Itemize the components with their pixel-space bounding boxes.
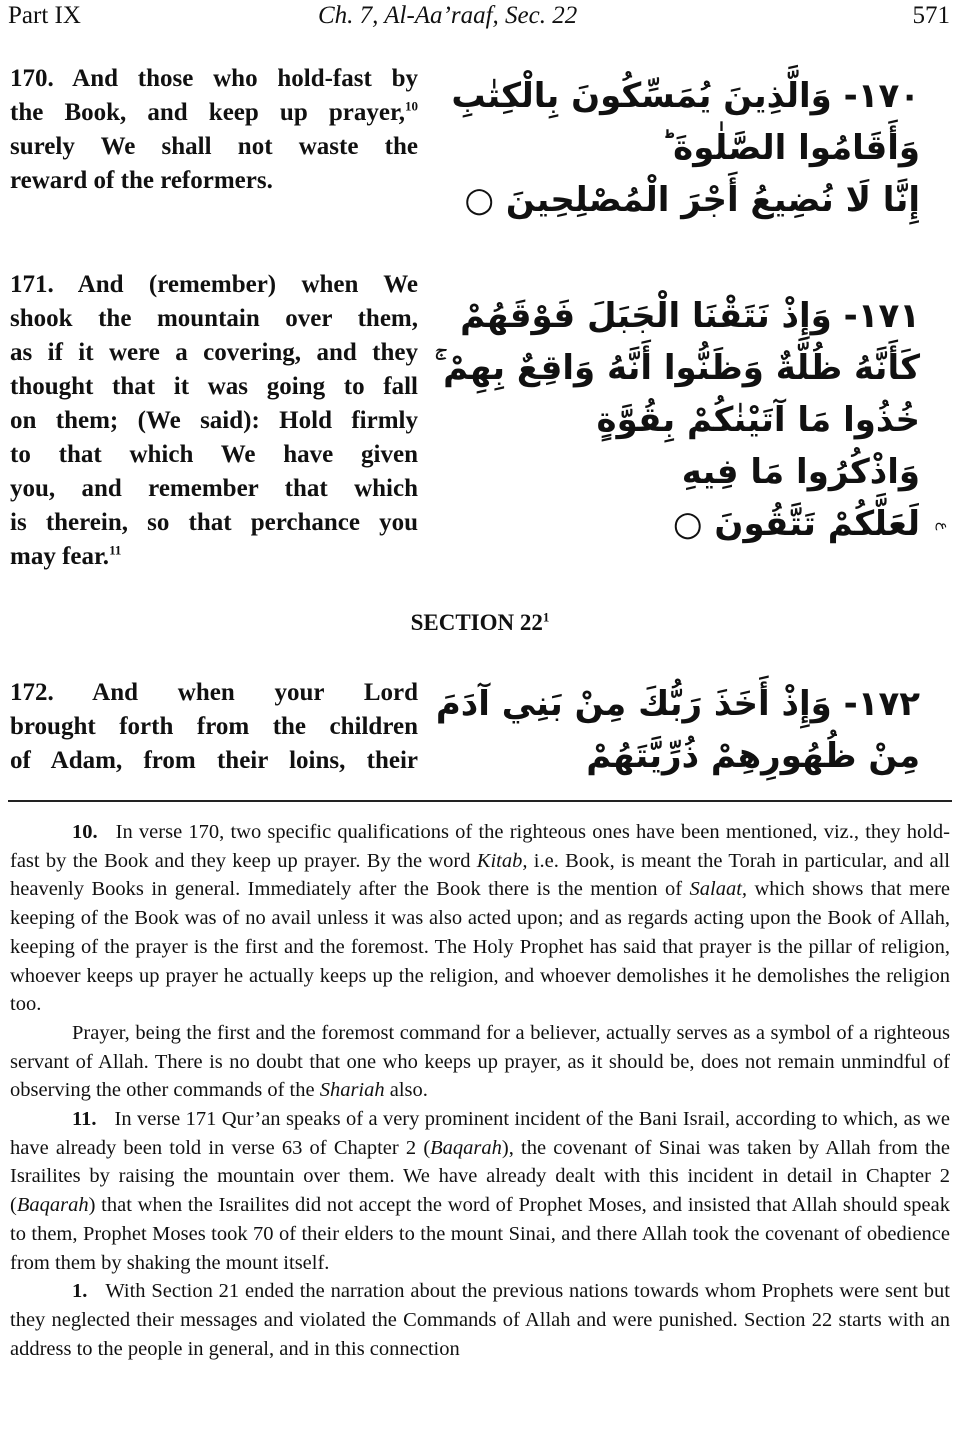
arabic-line: ١٧٢- وَإِذْ أَخَذَ رَبُّكَ مِنْ بَنِي آدَمَ (435, 684, 920, 724)
section-heading: SECTION $22^1$ (410, 609, 550, 635)
verse-line: as if it were a covering, and they (10, 339, 418, 366)
arabic-line: ١٧٠- وَالَّذِينَ يُمَسِّكُونَ بِالْكِتٰبِ (451, 76, 920, 116)
verse-line: you, and remember that which (10, 475, 418, 502)
verse-line: reward of the reformers. (10, 167, 273, 194)
verse-172-arabic (435, 678, 920, 782)
footnote-divider (8, 800, 952, 802)
footnotes (10, 818, 950, 1363)
verse-line: 172. And when your Lord (10, 679, 418, 706)
footnote-10-continued: Prayer, being the first and the foremost command for a believer, actually serves as a symbol of a righteous servant of Allah. There is no doubt that one who keeps up prayer, as it should be, does not remain unmindful of observing the other commands of the Shariah also. (10, 1021, 950, 1102)
verse-170-english (10, 62, 418, 198)
arabic-line: لَعَلَّكُمْ تَتَّقُونَ ○ (672, 504, 920, 544)
verse-line: to that which We have given (10, 441, 418, 468)
arabic-line: إِنَّا لَا نُضِيعُ أَجْرَ الْمُصْلِحِينَ ○ (464, 180, 920, 220)
footnote-10: 10. In verse 170, two specific qualifications of the righteous ones have been mentioned, viz., they hold-fast by the Book and they keep up prayer. By the word Kitab, i.e. Book, is meant the Torah in particular, and all heavenly Books in general. Immediately after the Book there is the mention of Salaat, which shows that mere keeping of the Book was of no avail unless it was also acted upon; and as regards acting upon the Book of Allah, keeping of the prayer is the first and the foremost. The Holy Prophet has said that prayer is the pillar of religion, whoever keeps up prayer he actually keeps up the religion, and whoever demolishes it he demolishes the religion too. (10, 821, 950, 1016)
page-number: 571 (912, 2, 950, 29)
verse-line: is therein, so that perchance you (10, 509, 418, 536)
page-header (8, 2, 950, 36)
arabic-line: ١٧١- وَإِذْ نَتَقْنَا الْجَبَلَ فَوْقَهُمْ (460, 296, 920, 336)
verse-line: 170. And those who hold-fast by (10, 65, 418, 92)
footnote-number: 11. (72, 1108, 97, 1131)
arabic-line: وَاذْكُرُوا مَا فِيهِ (681, 452, 920, 492)
verse-line: 171. And (remember) when We (10, 271, 418, 298)
chapter-label: Ch. 7, Al-Aa’raaf, Sec. 22 (318, 2, 578, 29)
verse-line: brought forth from the children (10, 713, 418, 740)
footnote-ref: 1 (542, 609, 550, 625)
footnote-1: 1. With Section 21 ended the narration about the previous nations towards whom Prophets were sent but they neglected their messages and violated the Commands of Allah and were punished. Section 22 starts with an address to the people in general, and in this connection (10, 1280, 950, 1360)
verse-172-english (10, 676, 418, 778)
footnote-number: 10. (72, 821, 98, 843)
verse-171-english (10, 268, 418, 574)
verse-line: thought that it was going to fall (10, 373, 418, 400)
verse-line: the Book, and keep up prayer,$^{10}$ (10, 98, 418, 126)
verse-170-arabic (451, 70, 920, 226)
arabic-line: وَأَقَامُوا الصَّلٰوةَ ؕ (661, 128, 920, 168)
ruku-marker: ع (935, 522, 951, 531)
verse-line: on them; (We said): Hold firmly (10, 407, 418, 434)
footnote-number: 1. (72, 1280, 88, 1303)
verse-line: surely We shall not waste the (10, 133, 418, 160)
arabic-line: خُذُوا مَا آتَيْنٰكُمْ بِقُوَّةٍ (596, 400, 920, 440)
verse-line: may fear.$^{11}$ (10, 542, 122, 570)
part-label: Part IX (8, 2, 81, 29)
footnote-ref: 10 (405, 98, 418, 114)
arabic-line: كَأَنَّهُ ظُلَّةٌ وَظَنُّوا أَنَّهُ وَاقِعٌ بِهِمْ ۚ (434, 348, 920, 388)
verse-line: of Adam, from their loins, their (10, 747, 418, 774)
footnote-ref: 11 (109, 542, 122, 558)
verse-line: shook the mountain over them, (10, 305, 418, 332)
arabic-line: مِنْ ظُهُورِهِمْ ذُرِّيَّتَهُمْ (586, 736, 920, 776)
footnote-11: 11. In verse 171 Qur’an speaks of a very prominent incident of the Bani Israil, according to which, as we have already been told in verse 63 of Chapter 2 (Baqarah), the covenant of Sinai was taken by Allah from the Israilites by raising the mountain over them. We have already dealt with this incident in detail in Chapter 2 (Baqarah) that when the Israilites did not accept the word of Prophet Moses, and insisted that Allah should speak to them, Prophet Moses took 70 of their elders to the mount Sinai, and there Allah took the covenant of obedience from them by shaking the mount itself. (10, 1108, 950, 1274)
verse-171-arabic (434, 290, 920, 550)
